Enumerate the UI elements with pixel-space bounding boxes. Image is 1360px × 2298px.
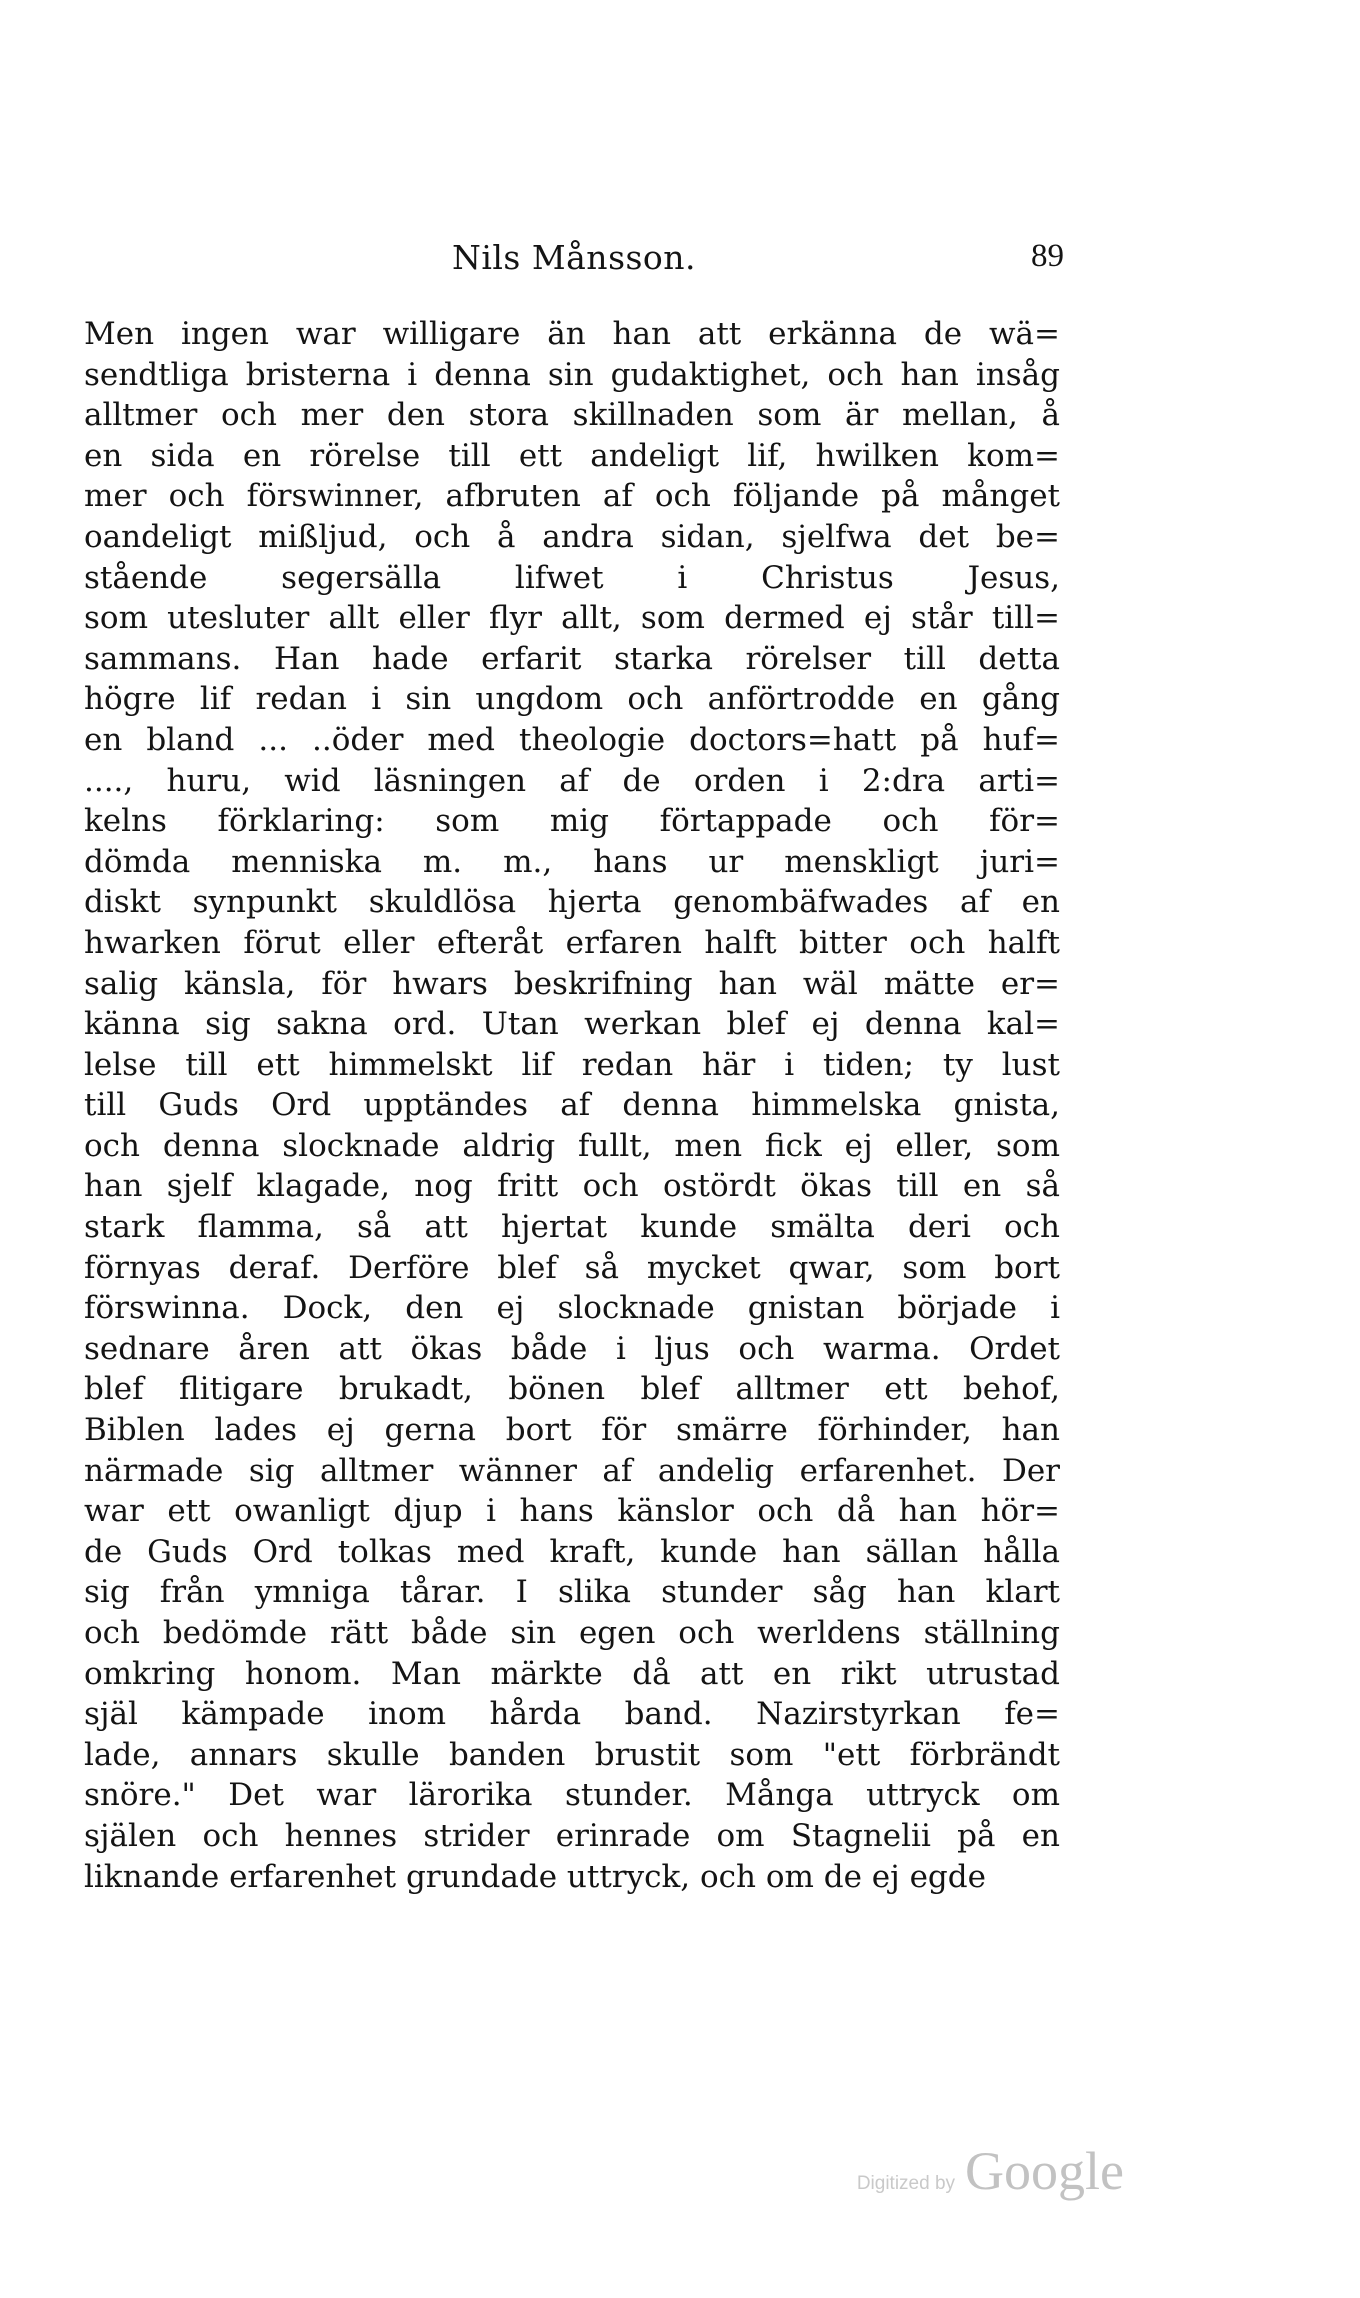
text-line: kelns förklaring: som mig förtappade och för= (84, 803, 1060, 840)
text-line: omkring honom. Man märkte då att en rikt utrustad (84, 1655, 1060, 1692)
text-line: till Guds Ord upptändes af denna himmelska gnista, (84, 1087, 1060, 1124)
text-line: känna sig sakna ord. Utan werkan blef ej denna kal= (84, 1006, 1060, 1043)
text-line: blef flitigare brukadt, bönen blef alltmer ett behof, (84, 1371, 1060, 1408)
text-line: diskt synpunkt skuldlösa hjerta genombäfwades af en (84, 884, 1060, 921)
text-line: snöre." Det war lärorika stunder. Många uttryck om (84, 1777, 1060, 1814)
text-line: en sida en rörelse till ett andeligt lif, hwilken kom= (84, 437, 1060, 474)
text-line: själ kämpade inom hårda band. Nazirstyrkan fe= (84, 1696, 1060, 1733)
digitized-watermark (857, 2140, 1124, 2202)
text-line: stark flamma, så att hjertat kunde smälta deri och (84, 1209, 1060, 1246)
text-line: war ett owanligt djup i hans känslor och då han hör= (84, 1493, 1060, 1530)
body-text (84, 314, 1060, 1897)
text-line: alltmer och mer den stora skillnaden som är mellan, å (84, 397, 1060, 434)
text-line: de Guds Ord tolkas med kraft, kunde han sällan hålla (84, 1533, 1060, 1570)
google-logo: Google (965, 2141, 1124, 2201)
text-line: hwarken förut eller efteråt erfaren halft bitter och halft (84, 924, 1060, 961)
text-line: han sjelf klagade, nog fritt och ostördt ökas till en så (84, 1168, 1060, 1205)
text-line: högre lif redan i sin ungdom och anförtrodde en gång (84, 681, 1060, 718)
text-line: och bedömde rätt både sin egen och werldens ställning (84, 1615, 1060, 1651)
running-title: Nils Månsson. (451, 238, 697, 277)
watermark-prefix: Digitized by (856, 2173, 956, 2194)
text-line: lade, annars skulle banden brustit som "ett förbrändt (84, 1736, 1060, 1773)
text-line: sednare åren att ökas både i ljus och warma. Ordet (84, 1330, 1060, 1367)
text-line: lelse till ett himmelskt lif redan här i tiden; ty lust (84, 1046, 1060, 1083)
text-line: förnyas deraf. Derföre blef så mycket qwar, som bort (84, 1249, 1060, 1286)
text-line: mer och förswinner, afbruten af och följande på månget (84, 478, 1060, 515)
text-line: dömda menniska m. m., hans ur menskligt juri= (84, 843, 1060, 880)
text-line: oandeligt mißljud, och å andra sidan, sjelfwa det be= (84, 518, 1060, 555)
text-line: som utesluter allt eller flyr allt, som dermed ej står till= (84, 600, 1060, 637)
text-line: liknande erfarenhet grundade uttryck, och om de ej egde (84, 1858, 986, 1895)
text-line: närmade sig alltmer wänner af andelig erfarenhet. Der (84, 1452, 1060, 1489)
text-line: ...., huru, wid läsningen af de orden i 2:dra arti= (84, 762, 1060, 799)
text-line: Biblen lades ej gerna bort för smärre förhinder, han (84, 1412, 1060, 1449)
text-line: sig från ymniga tårar. I slika stunder såg han klart (84, 1574, 1060, 1611)
running-head (84, 238, 1064, 288)
text-line: stående segersälla lifwet i Christus Jesus, (84, 559, 1060, 596)
text-line: sammans. Han hade erfarit starka rörelser till detta (84, 640, 1060, 677)
text-line: salig känsla, för hwars beskrifning han wäl mätte er= (84, 965, 1060, 1002)
text-line: Men ingen war willigare än han att erkänna de wä= (84, 316, 1060, 352)
text-line: en bland ... ..öder med theologie doctors=hatt på huf= (84, 721, 1060, 758)
page-number: 89 (1031, 238, 1064, 274)
text-line: och denna slocknade aldrig fullt, men fick ej eller, som (84, 1127, 1060, 1164)
text-line: själen och hennes strider erinrade om Stagnelii på en (84, 1817, 1060, 1854)
text-line: sendtliga bristerna i denna sin gudaktighet, och han insåg (84, 356, 1060, 393)
text-line: förswinna. Dock, den ej slocknade gnistan började i (84, 1290, 1060, 1327)
